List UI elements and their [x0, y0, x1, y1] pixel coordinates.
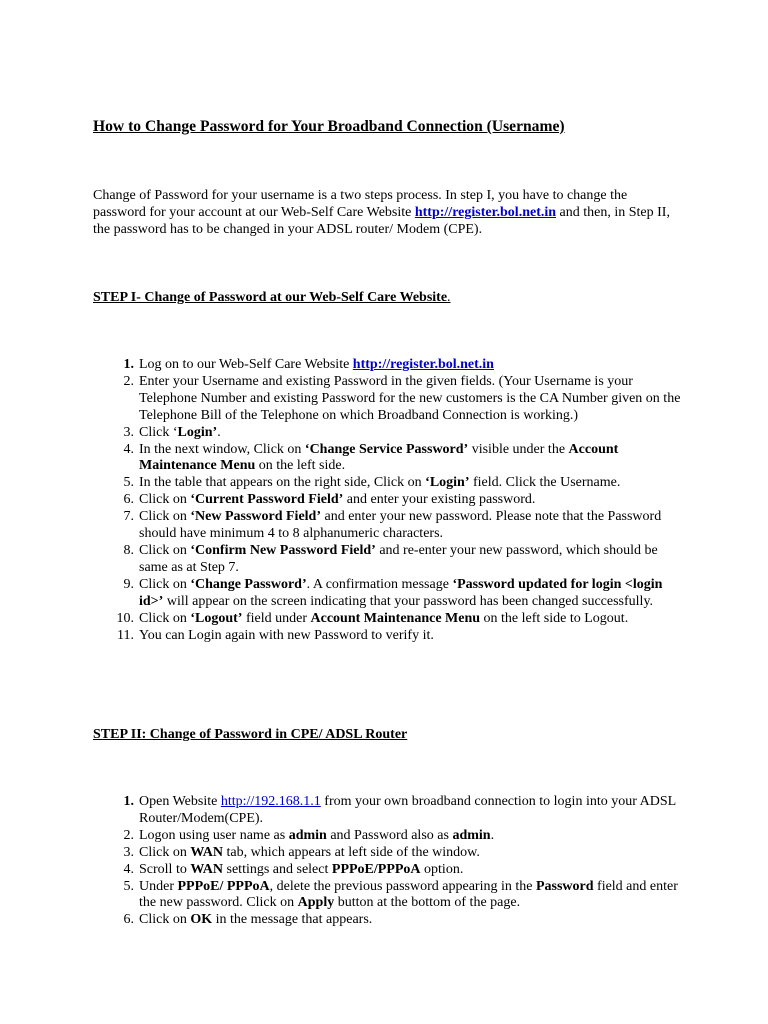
list-item-bold-text: ‘Change Password’ [190, 576, 307, 592]
list-item [123, 475, 684, 492]
list-item-bold-text: ‘Change Service Password’ [304, 441, 469, 457]
list-item-text: settings and select [223, 861, 332, 877]
list-item-text: Click on [139, 844, 191, 860]
list-item-number: 1. [123, 357, 134, 372]
list-item-number: 5. [123, 475, 134, 491]
list-item-text: Click on [139, 492, 191, 508]
list-item [116, 610, 684, 628]
list-item-bold-text: PPPoE/PPPoA [331, 861, 421, 877]
list-item-text: field under [242, 610, 311, 626]
intro-text-2: and then, in Step II, the password has to be changed in your ADSL router/ Modem (CPE). [93, 204, 670, 237]
list-item-number: 2. [123, 373, 134, 389]
list-item-bold-text: Login’ [177, 424, 218, 440]
list-item-number: 10. [116, 610, 134, 626]
list-item-link[interactable]: http://register.bol.net.in [352, 357, 494, 372]
list-item-text: field. Click the Username. [469, 475, 621, 491]
list-item-bold-text: OK [190, 912, 213, 928]
list-item-bold-text: ‘Logout’ [190, 610, 243, 626]
list-item [123, 357, 684, 374]
list-item-bold-text: ‘Current Password Field’ [190, 492, 344, 508]
list-item-bold-text: ‘Login’ [425, 475, 470, 491]
list-item [123, 861, 684, 879]
intro-paragraph [93, 188, 673, 239]
list-item-text: tab, which appears at left side of the window. [223, 844, 480, 860]
list-item-bold-text: WAN [190, 844, 224, 860]
list-item [123, 912, 684, 929]
list-item-number: 4. [123, 441, 134, 457]
list-item [123, 827, 684, 845]
list-item-text: In the table that appears on the right side, Click on [139, 475, 426, 491]
list-item-text: on the left side to Logout. [480, 610, 629, 626]
list-item-text: You can Login again with new Password to verify it. [139, 627, 434, 643]
list-item [123, 509, 684, 543]
step1-heading-suffix: . [447, 290, 451, 305]
list-item-bold-text: Apply [297, 895, 335, 911]
document-title: How to Change Password for Your Broadband Connection (Username) [93, 118, 565, 135]
list-item-number: 6. [123, 492, 134, 508]
list-item-number: 9. [123, 576, 134, 592]
list-item-text: Log on to our Web-Self Care Website [139, 357, 353, 372]
list-item-text: and enter your existing password. [343, 492, 536, 508]
list-item [123, 441, 684, 476]
list-item-text: Click on [139, 542, 191, 558]
list-item-text: and re-enter your new password, which should be same as at Step 7. [139, 542, 658, 575]
list-item-bold-text: admin [452, 827, 491, 843]
list-item-text: Under [139, 878, 178, 894]
list-item-text: Open Website [139, 794, 221, 809]
list-item-text: . [490, 827, 495, 843]
list-item-number: 7. [123, 509, 134, 525]
list-item [123, 542, 684, 577]
step2-list [123, 794, 684, 929]
list-item-bold-text: WAN [190, 861, 224, 877]
list-item-bold-text: ‘Confirm New Password Field’ [190, 542, 376, 558]
list-item-text: Logon using user name as [139, 827, 289, 843]
intro-text-1: Change of Password for your username is a two steps process. In step I, you have to change the password for your account at our Web-Self Care Website [93, 188, 628, 220]
list-item-text: Click on [139, 576, 191, 592]
list-item [123, 373, 684, 425]
list-item-text: visible under the [468, 441, 569, 457]
list-item-bold-text: Password [535, 878, 594, 894]
list-item [123, 576, 684, 611]
list-item-bold-text: ‘Password updated for login <login id>’ [139, 576, 663, 609]
list-item [123, 878, 684, 913]
list-item-text: , delete the previous password appearing in the [269, 878, 536, 894]
list-item-number: 1. [123, 794, 134, 809]
list-item-text: Click ‘ [139, 424, 178, 440]
list-item-bold-text: ‘New Password Field’ [190, 509, 321, 525]
list-item-bold-text: admin [288, 827, 327, 843]
list-item [123, 424, 684, 442]
step1-list [116, 357, 684, 644]
list-item-number: 5. [123, 878, 134, 894]
list-item-bold-text: Account Maintenance Menu [139, 441, 619, 474]
list-item-number: 3. [123, 844, 134, 860]
list-item-text: Enter your Username and existing Password in the given fields. (Your Username is your Telephone Number and existing Password for the new customers is the CA Number given on the Telephone Bill of the Telephone on which Broadband Connection is working.) [139, 373, 681, 423]
list-item-text: will appear on the screen indicating that your password has been changed successfully. [163, 593, 654, 609]
list-item-text: on the left side. [255, 458, 346, 474]
list-item-text: Scroll to [139, 861, 191, 877]
list-item-text: . A confirmation message [306, 576, 453, 592]
list-item [117, 627, 684, 645]
list-item-text: and Password also as [326, 827, 453, 843]
list-item [123, 844, 684, 862]
list-item-text: option. [420, 861, 464, 877]
list-item [123, 794, 684, 828]
register-link[interactable]: http://register.bol.net.in [414, 204, 557, 220]
list-item-bold-text: PPPoE/ PPPoA [177, 878, 270, 894]
list-item-text: in the message that appears. [212, 912, 373, 928]
list-item-number: 3. [123, 424, 134, 440]
list-item-link[interactable]: http://192.168.1.1 [220, 794, 321, 809]
list-item-text: button at the bottom of the page. [334, 895, 521, 911]
step1-heading [93, 290, 451, 307]
list-item-text: field and enter the new password. Click on [139, 878, 678, 911]
list-item-text: Click on [139, 509, 191, 525]
list-item-number: 11. [117, 627, 134, 643]
list-item-text: and enter your new password. Please note that the Password should have minimum 4 to 8 alphanumeric characters. [139, 509, 662, 542]
list-item-number: 2. [123, 827, 134, 843]
step1-heading-text: STEP I- Change of Password at our Web-Self Care Website [93, 290, 448, 305]
list-item-text: Click on [139, 610, 191, 626]
list-item-text: Click on [139, 912, 191, 928]
list-item-number: 4. [123, 861, 134, 877]
list-item-bold-text: Account Maintenance Menu [310, 610, 481, 626]
list-item-text: In the next window, Click on [139, 441, 305, 457]
list-item [123, 492, 684, 509]
step2-heading: STEP II: Change of Password in CPE/ ADSL Router [93, 727, 408, 742]
list-item-number: 8. [123, 542, 134, 558]
list-item-number: 6. [123, 912, 134, 928]
list-item-text: . [217, 424, 221, 440]
list-item-text: from your own broadband connection to login into your ADSL Router/Modem(CPE). [139, 794, 676, 826]
